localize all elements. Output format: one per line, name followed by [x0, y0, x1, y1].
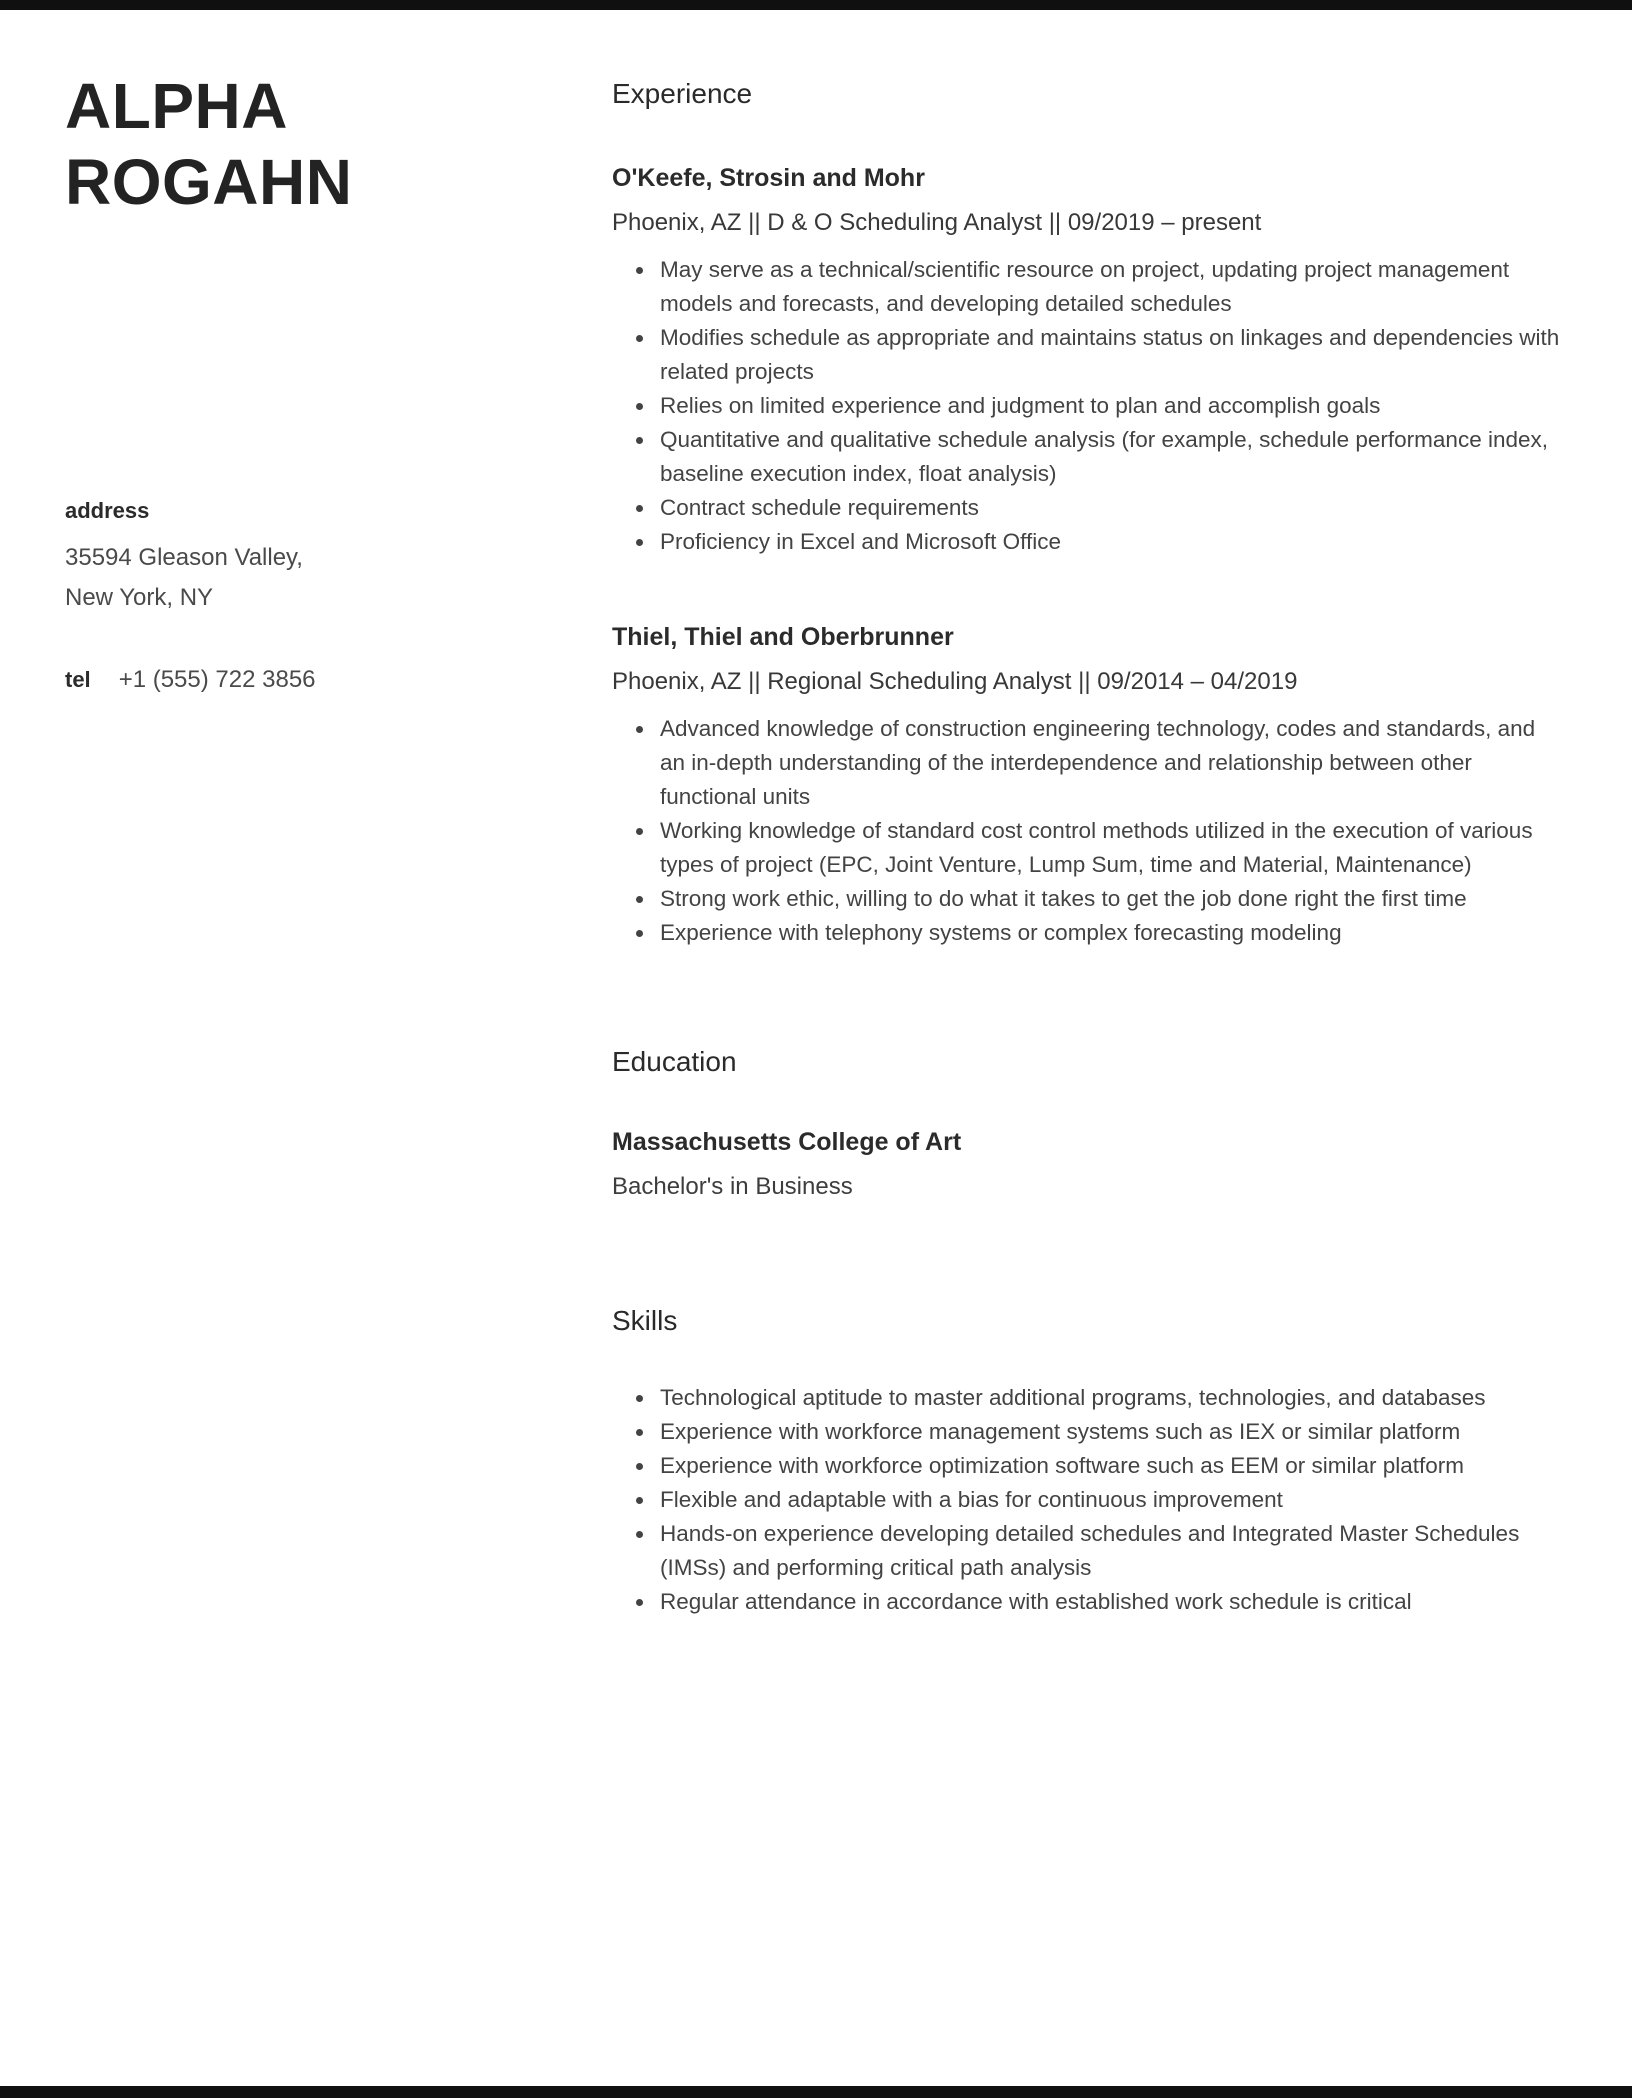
address-block	[65, 498, 495, 618]
job-bullet-list	[612, 712, 1562, 950]
bullet-item: • Contract schedule requirements	[656, 491, 1562, 525]
bullet-item: • Quantitative and qualitative schedule analysis (for example, schedule performance index, baseline execution index, float analysis)	[656, 423, 1562, 491]
skills-bullet-list	[612, 1381, 1562, 1619]
school-name: Massachusetts College of Art	[612, 1128, 962, 1156]
bullet-item: • Experience with workforce management systems such as IEX or similar platform	[656, 1415, 1562, 1449]
bullet-item: • Strong work ethic, willing to do what it takes to get the job done right the first time	[656, 882, 1562, 916]
top-border-bar	[0, 0, 1632, 10]
bottom-border-bar	[0, 2086, 1632, 2098]
job-bullet-list	[612, 253, 1562, 559]
bullet-item: • Proficiency in Excel and Microsoft Office	[656, 525, 1562, 559]
tel-label: tel	[65, 667, 91, 692]
candidate-name	[65, 68, 545, 220]
tel-value: +1 (555) 722 3856	[118, 666, 316, 693]
telephone-block	[65, 660, 495, 700]
skills-section	[612, 1305, 1562, 1619]
company-name: O'Keefe, Strosin and Mohr	[612, 164, 925, 192]
education-section-heading: Education	[612, 1046, 737, 1077]
bullet-item: • Relies on limited experience and judgment to plan and accomplish goals	[656, 389, 1562, 423]
bullet-item: • Hands-on experience developing detailed schedules and Integrated Master Schedules (IMSs) and performing critical path analysis	[656, 1517, 1562, 1585]
bullet-item: • Regular attendance in accordance with established work schedule is critical	[656, 1585, 1562, 1619]
bullet-item: • Modifies schedule as appropriate and maintains status on linkages and dependencies with related projects	[656, 321, 1562, 389]
bullet-item: • Working knowledge of standard cost control methods utilized in the execution of various types of project (EPC, Joint Venture, Lump Sum, time and Material, Maintenance)	[656, 814, 1562, 882]
experience-entry	[612, 164, 1562, 559]
address-line-2: New York, NY	[65, 584, 214, 611]
resume-main-column	[612, 78, 1562, 1619]
candidate-last-name: ROGAHN	[65, 146, 353, 218]
address-line-1: 35594 Gleason Valley,	[65, 544, 303, 571]
job-meta-line: Phoenix, AZ || Regional Scheduling Analyst || 09/2014 – 04/2019	[612, 668, 1298, 695]
degree-name: Bachelor's in Business	[612, 1173, 853, 1200]
bullet-item: • Experience with telephony systems or complex forecasting modeling	[656, 916, 1562, 950]
bullet-item: • May serve as a technical/scientific resource on project, updating project management models and forecasts, and developing detailed schedules	[656, 253, 1562, 321]
bullet-item: • Experience with workforce optimization software such as EEM or similar platform	[656, 1449, 1562, 1483]
bullet-item: • Flexible and adaptable with a bias for continuous improvement	[656, 1483, 1562, 1517]
address-label: address	[65, 498, 150, 523]
job-meta-line: Phoenix, AZ || D & O Scheduling Analyst || 09/2019 – present	[612, 209, 1262, 236]
bullet-item: • Technological aptitude to master additional programs, technologies, and databases	[656, 1381, 1562, 1415]
bullet-item: • Advanced knowledge of construction engineering technology, codes and standards, and an in-depth understanding of the interdependence and relationship between other functional units	[656, 712, 1562, 814]
experience-section-heading: Experience	[612, 78, 753, 109]
candidate-first-name: ALPHA	[65, 70, 288, 142]
education-section	[612, 1046, 1562, 1201]
skills-section-heading: Skills	[612, 1305, 678, 1336]
company-name: Thiel, Thiel and Oberbrunner	[612, 623, 954, 651]
experience-entry	[612, 623, 1562, 950]
